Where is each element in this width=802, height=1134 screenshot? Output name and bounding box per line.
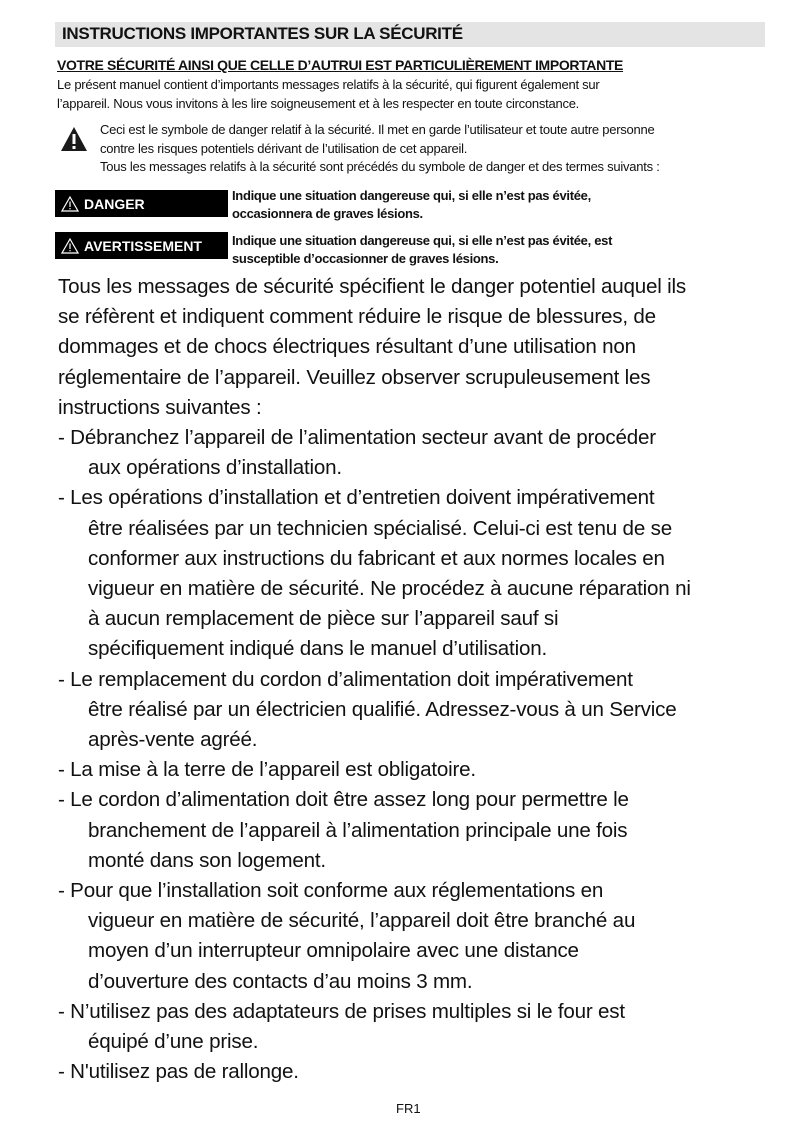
bullet-item (58, 665, 691, 756)
bullet-line: - Pour que l’installation soit conforme aux réglementations en (58, 879, 604, 903)
symbol-line: contre les risques potentiels dérivant de l’utilisation de cet appareil. (100, 140, 468, 156)
bullet-line: - Débranchez l’appareil de l’alimentation secteur avant de procéder (58, 426, 656, 450)
body-line: instructions suivantes : (58, 395, 262, 419)
danger-label: DANGER (84, 195, 145, 212)
danger-badge (55, 190, 228, 217)
bullet-item (58, 755, 691, 785)
intro-paragraph (57, 75, 600, 113)
bullet-line: spécifiquement indiqué dans le manuel d’utilisation. (88, 637, 547, 661)
warning-line: Indique une situation dangereuse qui, si elle n’est pas évitée, est (232, 233, 613, 248)
danger-line: Indique une situation dangereuse qui, si elle n’est pas évitée, (232, 188, 591, 203)
bullet-line: - La mise à la terre de l’appareil est obligatoire. (58, 758, 476, 782)
bullet-line: branchement de l’appareil à l’alimentation principale une fois (88, 818, 628, 842)
bullet-item (58, 997, 691, 1057)
bullet-line: aux opérations d’installation. (88, 456, 342, 480)
bullet-line: d’ouverture des contacts d’au moins 3 mm. (88, 969, 473, 993)
bullet-line: - Le cordon d’alimentation doit être assez long pour permettre le (58, 788, 629, 812)
warning-line: susceptible d’occasionner de graves lésions. (232, 251, 499, 266)
bullet-line: à aucun remplacement de pièce sur l’appareil sauf si (88, 607, 559, 631)
bullet-line: être réalisé par un électricien qualifié. Adressez-vous à un Service (88, 697, 677, 721)
subtitle: VOTRE SÉCURITÉ AINSI QUE CELLE D’AUTRUI EST PARTICULIÈREMENT IMPORTANTE (57, 57, 624, 73)
warning-triangle-icon (60, 125, 88, 153)
body-line: se réfèrent et indiquent comment réduire le risque de blessures, de (58, 305, 656, 329)
bullet-line: conformer aux instructions du fabricant et aux normes locales en (88, 546, 665, 570)
page-title: INSTRUCTIONS IMPORTANTES SUR LA SÉCURITÉ (62, 24, 463, 43)
bullet-item (58, 785, 691, 876)
bullet-line: - Le remplacement du cordon d’alimentation doit impérativement (58, 667, 633, 691)
bullet-item (58, 876, 691, 997)
danger-description (232, 187, 591, 223)
symbol-line: Tous les messages relatifs à la sécurité sont précédés du symbole de danger et des termes suivants : (100, 159, 660, 174)
bullet-line: après-vente agréé. (88, 728, 258, 752)
bullet-item (58, 423, 691, 483)
bullet-line: - Les opérations d’installation et d’entretien doivent impérativement (58, 486, 655, 510)
danger-line: occasionnera de graves lésions. (232, 206, 423, 221)
warning-description (232, 232, 612, 268)
bullet-line: - N’utilisez pas des adaptateurs de prises multiples si le four est (58, 999, 625, 1023)
warning-badge (55, 232, 228, 259)
bullet-line: monté dans son logement. (88, 848, 326, 872)
bullet-line: - N'utilisez pas de rallonge. (58, 1060, 299, 1084)
warning-outline-icon (61, 196, 79, 212)
intro-line: l’appareil. Nous vous invitons à les lire soigneusement et à les respecter en toute circonstance. (57, 96, 580, 111)
intro-line: Le présent manuel contient d’importants messages relatifs à la sécurité, qui figurent également sur (57, 77, 600, 92)
bullet-line: équipé d’une prise. (88, 1030, 259, 1054)
bullet-item (58, 1057, 691, 1087)
bullet-line: vigueur en matière de sécurité, l’appareil doit être branché au (88, 909, 636, 933)
warning-outline-icon (61, 238, 79, 254)
bullet-line: moyen d’un interrupteur omnipolaire avec une distance (88, 939, 579, 963)
symbol-line: Ceci est le symbole de danger relatif à la sécurité. Il met en garde l’utilisateur et toute autre personne (100, 122, 655, 137)
page-number: FR1 (396, 1101, 421, 1116)
safety-instructions (58, 272, 691, 1087)
symbol-description (100, 121, 660, 177)
body-line: dommages et de chocs électriques résultant d’une utilisation non (58, 335, 636, 359)
warning-label: AVERTISSEMENT (84, 237, 202, 254)
body-line: Tous les messages de sécurité spécifient le danger potentiel auquel ils (58, 275, 687, 298)
body-line: réglementaire de l’appareil. Veuillez observer scrupuleusement les (58, 365, 651, 389)
bullet-line: vigueur en matière de sécurité. Ne procédez à aucune réparation ni (88, 577, 691, 601)
bullet-item (58, 483, 691, 664)
bullet-line: être réalisées par un technicien spécialisé. Celui-ci est tenu de se (88, 516, 672, 540)
